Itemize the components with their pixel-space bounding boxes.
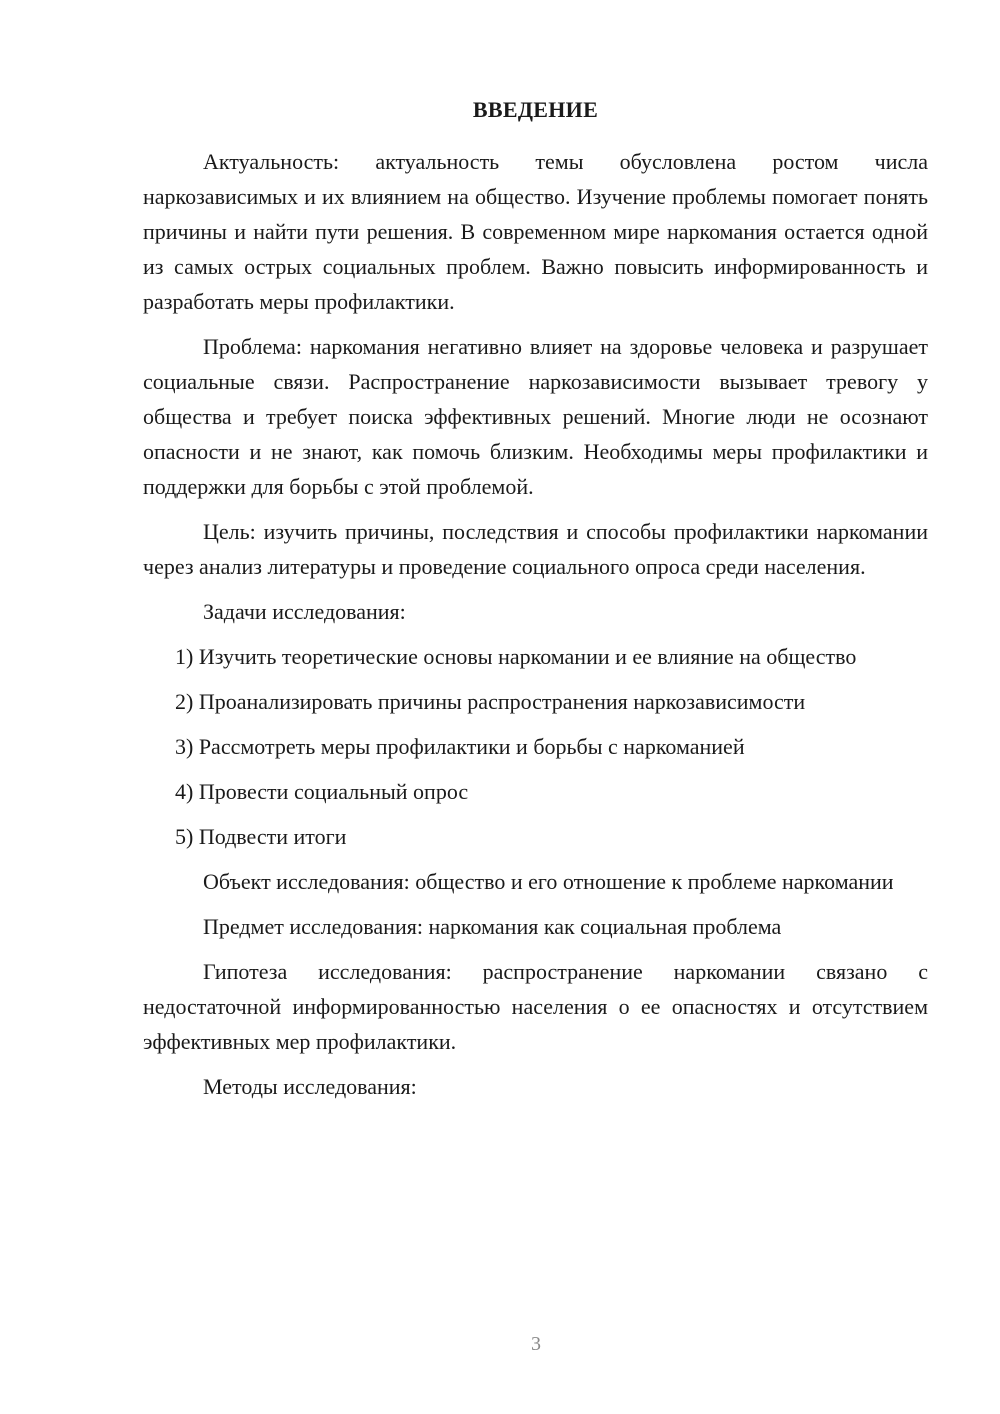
task-item-4: 4) Провести социальный опрос: [175, 779, 469, 804]
paragraph-tasks-heading: Задачи исследования:: [203, 599, 406, 624]
task-item-3: 3) Рассмотреть меры профилактики и борьбы с наркоманией: [175, 734, 745, 759]
paragraph-object: Объект исследования: общество и его отношение к проблеме наркомании: [203, 869, 894, 894]
paragraph-problem: Проблема: наркомания негативно влияет на здоровье человека и разрушает социальные связи. Распространение наркозависимости вызывает тревогу у общества и требует поиска эффективных решений. Многие люди не осознают опасности и не знают, как помочь близким. Необходимы меры профилактики и поддержки для борьбы с этой проблемой.: [143, 334, 928, 499]
document-body: [143, 88, 928, 1114]
task-item-5: 5) Подвести итоги: [175, 824, 347, 849]
section-title: ВВЕДЕНИЕ: [472, 97, 599, 122]
paragraph-subject: Предмет исследования: наркомания как социальная проблема: [203, 914, 782, 939]
task-item-1: 1) Изучить теоретические основы наркомании и ее влияние на общество: [175, 644, 857, 669]
page-number: 3: [531, 1333, 541, 1355]
paragraph-relevance: Актуальность: актуальность темы обусловлена ростом числа наркозависимых и их влиянием на общество. Изучение проблемы помогает понять причины и найти пути решения. В современном мире наркомания остается одной из самых острых социальных проблем. Важно повысить информированность и разработать меры профилактики.: [143, 149, 928, 314]
paragraph-methods: Методы исследования:: [203, 1074, 417, 1099]
task-item-2: 2) Проанализировать причины распространения наркозависимости: [175, 689, 806, 714]
paragraph-hypothesis: Гипотеза исследования: распространение наркомании связано с недостаточной информированностью населения о ее опасностях и отсутствием эффективных мер профилактики.: [143, 959, 928, 1054]
paragraph-goal: Цель: изучить причины, последствия и способы профилактики наркомании через анализ литературы и проведение социального опроса среди населения.: [143, 519, 928, 579]
